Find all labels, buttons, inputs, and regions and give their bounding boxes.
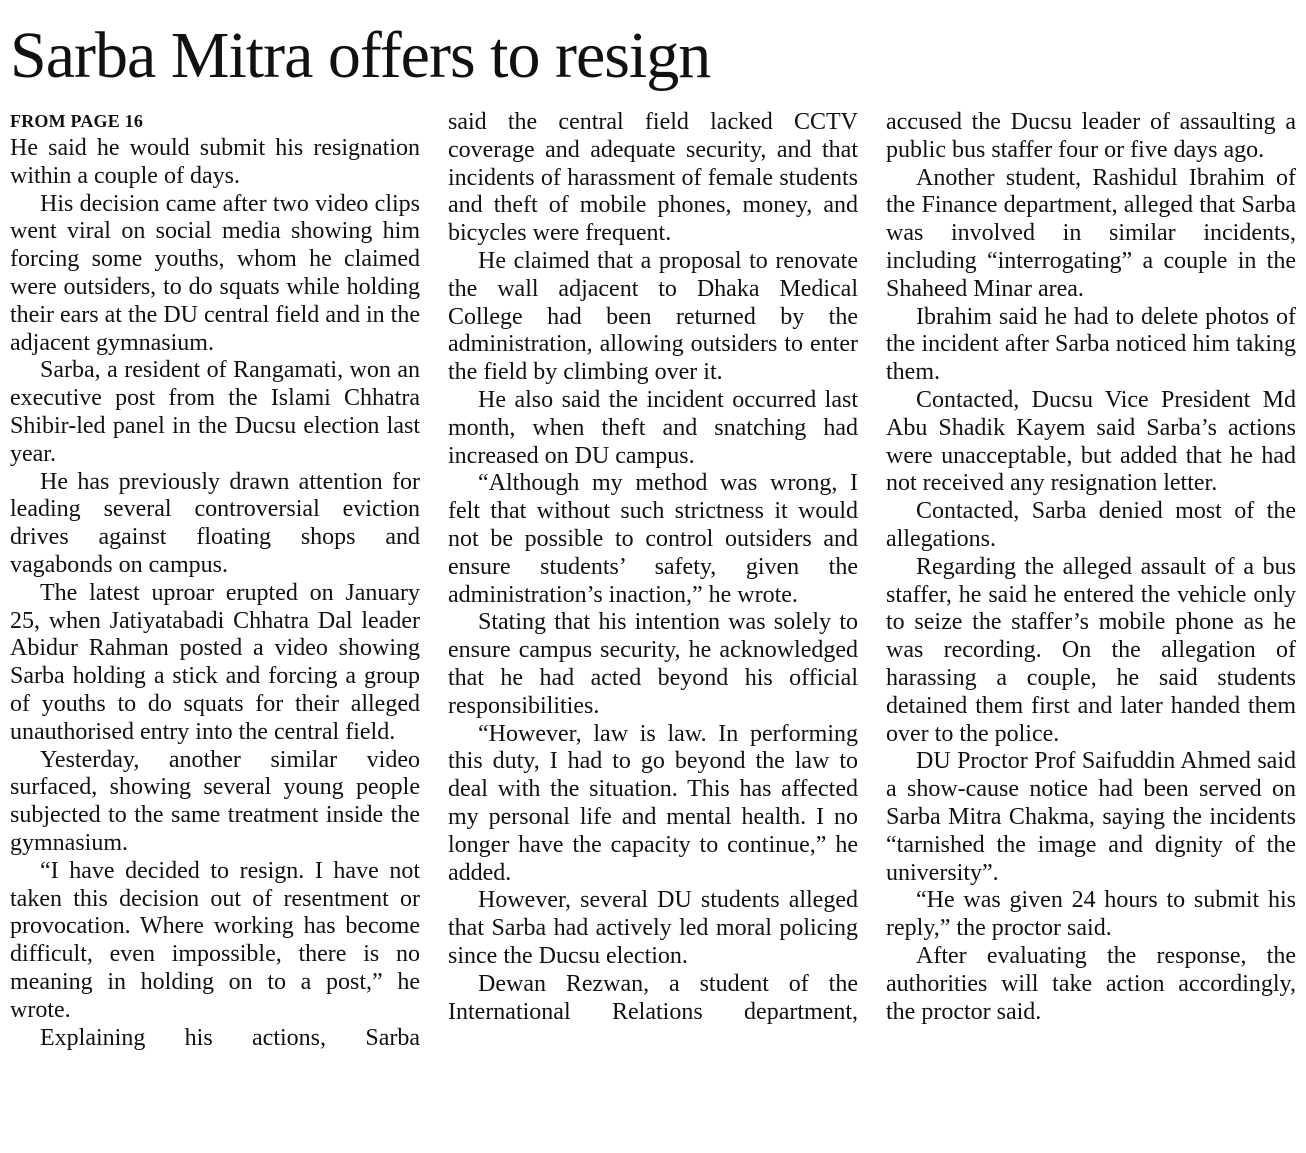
paragraph: He claimed that a proposal to renovate the wall adjacent to Dhaka Medical College had been returned by the administration, allowing outsiders to enter the field by climbing over it.	[448, 247, 858, 386]
paragraph: said the central field lacked CCTV coverage and adequate security, and that incidents of harassment of female students and theft of mobile phones, money, and bicycles were frequent.	[448, 109, 858, 247]
paragraph: DU Proctor Prof Saifuddin Ahmed said a show-cause notice had been served on Sarba Mitra Chakma, saying the incidents “tarnished the image and dignity of the university”.	[886, 748, 1296, 886]
paragraph: He has previously drawn attention for leading several controversial eviction drives against floating shops and vagabonds on campus.	[10, 468, 420, 578]
paragraph: Stating that his intention was solely to ensure campus security, he acknowledged that he had acted beyond his official responsibilities.	[448, 609, 858, 719]
paragraph: Ibrahim said he had to delete photos of the incident after Sarba noticed him taking them.	[886, 303, 1296, 386]
paragraph: The latest uproar erupted on January 25, when Jatiyatabadi Chhatra Dal leader Abidur Rahman posted a video showing Sarba holding a stick and forcing a group of youths to do squats for their alleged unauthorised entry into the central field.	[10, 579, 420, 745]
paragraph: Explaining his actions, Sarba	[40, 1024, 420, 1051]
paragraph: Contacted, Sarba denied most of the allegations.	[886, 498, 1296, 552]
article-column-1	[10, 109, 420, 1052]
article-column-2	[448, 109, 858, 1026]
article-headline: Sarba Mitra offers to resign	[10, 19, 711, 92]
paragraph: “However, law is law. In performing this duty, I had to go beyond the law to deal with the situation. This has affected my personal life and mental health. I no longer have the capacity to continue,” he added.	[448, 720, 858, 886]
paragraph: Another student, Rashidul Ibrahim of the Finance department, alleged that Sarba was involved in similar incidents, including “interrogating” a couple in the Shaheed Minar area.	[886, 164, 1296, 302]
paragraph: His decision came after two video clips went viral on social media showing him forcing some youths, whom he claimed were outsiders, to do squats while holding their ears at the DU central field and in the adjacent gymnasium.	[10, 190, 420, 356]
article-column-3	[886, 109, 1296, 1026]
paragraph: accused the Ducsu leader of assaulting a public bus staffer four or five days ago.	[886, 109, 1296, 163]
paragraph: “He was given 24 hours to submit his reply,” the proctor said.	[886, 887, 1296, 942]
paragraph: However, several DU students alleged that Sarba had actively led moral policing since the Ducsu election.	[448, 887, 858, 969]
paragraph: He also said the incident occurred last month, when theft and snatching had increased on DU campus.	[448, 386, 858, 469]
paragraph: He said he would submit his resignation within a couple of days.	[10, 135, 420, 189]
paragraph: “Although my method was wrong, I felt that without such strictness it would not be possible to control outsiders and ensure students’ safety, given the administration’s inaction,” he wrote.	[448, 470, 858, 608]
paragraph: After evaluating the response, the authorities will take action accordingly, the proctor said.	[886, 942, 1296, 1025]
paragraph: Sarba, a resident of Rangamati, won an executive post from the Islami Chhatra Shibir-led panel in the Ducsu election last year.	[10, 357, 420, 467]
paragraph: Contacted, Ducsu Vice President Md Abu Shadik Kayem said Sarba’s actions were unacceptable, but added that he had not received any resignation letter.	[886, 386, 1296, 497]
paragraph: “I have decided to resign. I have not taken this decision out of resentment or provocation. Where working has become difficult, even impossible, there is no meaning in holding on to a post,” he wrote.	[10, 857, 420, 1023]
continuation-kicker: FROM PAGE 16	[10, 111, 144, 131]
paragraph: Yesterday, another similar video surfaced, showing several young people subjected to the same treatment inside the gymnasium.	[10, 746, 420, 856]
paragraph: Regarding the alleged assault of a bus staffer, he said he entered the vehicle only to seize the staffer’s mobile phone as he was recording. On the allegation of harassing a couple, he said students detained them first and later handed them over to the police.	[886, 553, 1296, 747]
paragraph: Dewan Rezwan, a student of the International Relations department,	[448, 970, 858, 1025]
